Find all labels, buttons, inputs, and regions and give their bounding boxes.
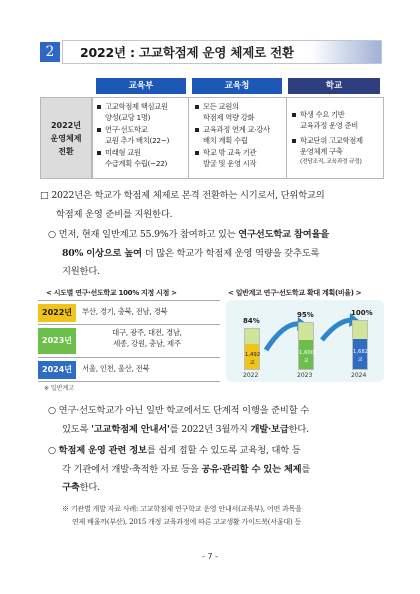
x-tick-label: 2022	[243, 372, 259, 379]
bar-inner-label: 1,600교	[299, 349, 315, 364]
map-note: ※ 일반계고	[44, 385, 75, 392]
paragraph-2: ○ 먼저, 현재 일반계고 55.9%가 참여하고 있는 연구선도학교 참여율을 80% 이상으로 높여 더 많은 학교가 학점제 운영 역량을 갖추도록 지원한다.	[48, 229, 330, 277]
cell-moe	[92, 97, 190, 179]
region-table	[38, 300, 220, 380]
regions-2024: 서울, 인천, 울산, 전북	[82, 364, 150, 373]
regions-2022: 부산, 경기, 충북, 전남, 경북	[82, 307, 168, 316]
bar-chart-title: < 일반계고 연구·선도학교 확대 계획(비율) >	[228, 289, 362, 297]
year-2024: 2024년	[38, 361, 76, 379]
list-item: 학교 밖 교육 기관 발굴 및 운영 시작	[195, 148, 256, 169]
list-item: 연구·선도학교 교원 추가 배치(22~)	[97, 125, 169, 146]
header-moe: 교육부	[96, 78, 186, 94]
bar-inner-label: 1,492교	[245, 351, 261, 366]
header-school: 학교	[288, 78, 380, 94]
cell-school	[286, 97, 384, 179]
paragraph-1: □ 2022년은 학교가 학점제 체제로 본격 전환하는 시기로서, 단위학교의 학점제 운영 준비를 지원한다.	[40, 190, 325, 220]
bar-value-label: 95%	[297, 311, 314, 319]
list-item: 고교학점제 핵심교원 양성(교당 1명)	[97, 102, 168, 123]
bar-value-label: 100%	[351, 309, 373, 317]
row-label: 2022년 운영체제 전환	[40, 97, 92, 179]
list-item: 학교단위 고교학점제 운영체계 구축 (전담조직, 교육과정 규정)	[292, 136, 363, 168]
year-2022: 2022년	[38, 304, 76, 322]
list-item: 모든 교원의 학점제 역량 강화	[195, 102, 254, 123]
year-2023: 2023년	[38, 328, 76, 354]
paragraph-3: ○ 연구·선도학교가 아닌 일반 학교에서도 단계적 이행을 준비할 수 있도록 '고교학점제 안내서'를 2022년 3월까지 개발·보급한다.	[48, 405, 310, 435]
arrow-icon	[322, 320, 352, 340]
header-office: 교육청	[192, 78, 282, 94]
x-tick-label: 2024	[351, 372, 367, 379]
paragraph-4: ○ 학점제 운영 관련 정보를 쉽게 접할 수 있도록 교육청, 대학 등 각 기관에서 개발·축적한 자료 등을 공유·관리할 수 있는 체제를 구축한다.	[48, 445, 311, 493]
map-chart-title: < 시도별 연구·선도학교 100% 지정 시점 >	[46, 289, 177, 297]
list-item: 미래형 교원 수급계획 수립(~22)	[97, 148, 167, 169]
bar-inner-label: 1,682교	[353, 349, 369, 363]
regions-2023: 대구, 광주, 대전, 경남, 세종, 강원, 충남, 제주	[112, 328, 182, 348]
x-tick-label: 2023	[297, 372, 313, 379]
cell-office	[188, 97, 288, 179]
footnote: ※ 기관별 개발 자료 사례: 고교학점제 연구학교 운영 안내서(교육부), 어떤 과목을 연제 배울까(부산), 2015 개정 교육과정에 따른 고교생활 가이드북(서울대) 등	[62, 505, 302, 526]
list-item: 교육과정 연계 교·강사 배치 계획 수립	[195, 125, 270, 146]
bar-value-label: 84%	[243, 317, 260, 325]
section-number: 2	[40, 42, 60, 62]
page-number: - 7 -	[202, 552, 218, 561]
list-item: 학생 수요 기반 교육과정 운영 준비	[292, 110, 358, 131]
section-title: 2022년 : 고교학점제 운영 체제로 전환	[80, 45, 294, 60]
bar-chart	[226, 300, 384, 382]
arrow-icon	[266, 324, 300, 350]
